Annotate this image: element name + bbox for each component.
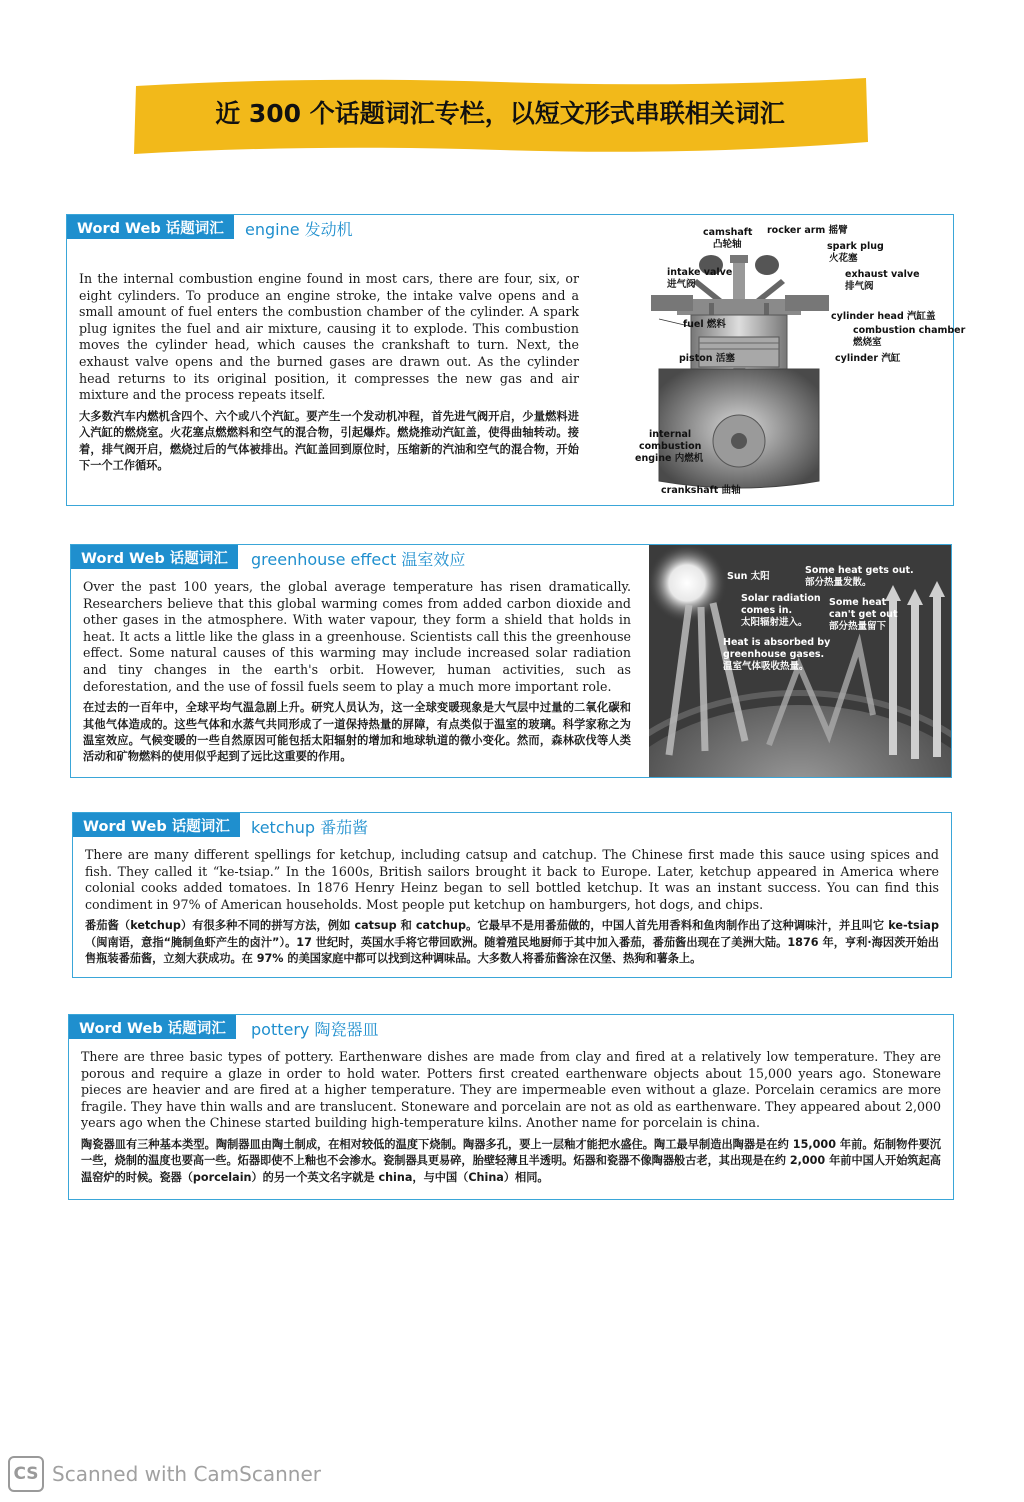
engine-text — [79, 271, 579, 474]
word-web-engine — [66, 214, 966, 506]
label-heat-out-zh: 部分热量发散。 — [805, 577, 872, 588]
word-web-greenhouse — [70, 544, 952, 778]
chinese-passage: 在过去的一百年中，全球平均气温急剧上升。研究人员认为，这一全球变暖现象是大气层中过量的二氧化碳和其他气体造成的。这些气体和水蒸气共同形成了一道保持热量的屏障，有点类似于温室的玻璃。科学家称之为温室效应。气候变暖的一些自然原因可能包括太阳辐射的增加和地球轨道的微小变化。然而，森林砍伐等人类活动和矿物燃料的使用似乎起到了远比这重要的作用。 — [83, 701, 631, 764]
label-heat-in-2: can't get out — [829, 609, 898, 620]
engine-diagram — [589, 219, 966, 501]
label-absorbed-2: greenhouse gases. — [723, 649, 825, 660]
topic-title: ketchup 番茄酱 — [251, 817, 369, 837]
label-solar-3: 太阳辐射进入。 — [741, 617, 808, 628]
label-exhaust-valve-zh: 排气阀 — [845, 281, 874, 292]
english-passage: There are many different spellings for ketchup, including catsup and catchup. The Chinese first made this sauce using spices and fish. They called it “ke-tsiap.” In the 1600s, British sailors brought it back to Europe. Later, ketchup appeared in America where colonial cooks added tomatoes. In 1876 Henry Heinz began to sell bottled ketchup. It was an instant success. You can find this condiment in 97% of American households. Most people put ketchup on hamburgers, hot dogs, and chips. — [85, 847, 939, 912]
label-rocker-arm: rocker arm 摇臂 — [767, 225, 848, 236]
label-sun: Sun 太阳 — [727, 571, 770, 582]
label-ice-line3: engine 内燃机 — [635, 453, 704, 464]
word-web-tag: Word Web 话题词汇 — [71, 545, 238, 569]
english-passage: In the internal combustion engine found in most cars, there are four, six, or eight cylinders. To produce an engine stroke, the intake valve opens and a small amount of fuel enters the combustion chamber of the cylinder. A spark plug ignites the fuel and air mixture, causing it to explode. This combustion moves the cylinder head, which causes the crankshaft to turn. Next, the exhaust valve opens and the burned gases are drawn out. As the cylinder head returns to its original position, it compresses the new gas and air mixture and the process repeats itself. — [79, 271, 579, 403]
word-web-tag: Word Web 话题词汇 — [69, 1015, 236, 1039]
word-web-tag: Word Web 话题词汇 — [73, 813, 240, 837]
label-cylinder-head: cylinder head 汽缸盖 — [831, 311, 936, 322]
camscanner-text: Scanned with CamScanner — [52, 1462, 321, 1486]
banner-title: 近 300 个话题词汇专栏，以短文形式串联相关词汇 — [215, 99, 785, 128]
label-spark-plug-zh: 火花塞 — [829, 253, 858, 264]
chinese-passage: 番茄酱（ketchup）有很多种不同的拼写方法，例如 catsup 和 catchup。它最早不是用番茄做的，中国人首先用香料和鱼肉制作出了这种调味汁，并且叫它 ke-tsiap（闽南语，意指“腌制鱼虾产生的卤汁”）。17 世纪时，英国水手将它带回欧洲。随着殖民地厨师于其中加入番茄，番茄酱出现在了美洲大陆。1876 年，亨利·海因茨开始出售瓶装番茄酱，立刻大获成功。在 97% 的美国家庭中都可以找到这种调味品。大多数人将番茄酱涂在汉堡、热狗和薯条上。 — [85, 919, 939, 966]
camscanner-logo: CS — [8, 1456, 44, 1492]
chinese-passage: 大多数汽车内燃机含四个、六个或八个汽缸。要产生一个发动机冲程，首先进气阀开启，少量燃料进入汽缸的燃烧室。火花塞点燃燃料和空气的混合物，引起爆炸。燃烧推动汽缸盖，使得曲轴转动。接着，排气阀开启，燃烧过后的气体被排出。汽缸盖回到原位时，压缩新的汽油和空气的混合物，开始下一个工作循环。 — [79, 409, 579, 472]
label-combustion-chamber-zh: 燃烧室 — [853, 337, 882, 348]
label-absorbed-1: Heat is absorbed by — [723, 637, 831, 648]
ketchup-text — [85, 847, 939, 968]
greenhouse-illustration — [649, 545, 951, 777]
label-fuel: fuel 燃料 — [683, 319, 726, 330]
word-web-tag: Word Web 话题词汇 — [67, 215, 234, 239]
english-passage: There are three basic types of pottery. Earthenware dishes are made from clay and fired at a relatively low temperature. They are porous and require a glaze in order to hold water. Potters first created earthenware objects about 15,000 years ago. Stoneware pieces are heavier and are fired at a higher temperature. They are impermeable even without a glaze. Porcelain ceramics are more fragile. They have thin walls and are translucent. Stoneware and porcelain are not as old as earthenware. They appeared about 2,000 years ago when the Chinese started building high-temperature kilns. Another name for porcelain is china. — [81, 1049, 941, 1131]
word-web-ketchup — [72, 812, 952, 978]
camscanner-watermark — [8, 1456, 321, 1492]
label-combustion-chamber: combustion chamber — [853, 325, 966, 336]
chinese-passage: 陶瓷器皿有三种基本类型。陶制器皿由陶土制成，在相对较低的温度下烧制。陶器多孔，要上一层釉才能把水盛住。陶工最早制造出陶器是在约 15,000 年前。炻制物件要沉一些，烧制的温度也要高一些。炻器即使不上釉也不会渗水。瓷制器具更易碎，胎壁轻薄且半透明。炻器和瓷器不像陶器般古老，其出现是在约 2,000 年前中国人开始筑起高温窑炉的时候。瓷器（porcelain）的另一个英文名字就是 china，与中国（China）相同。 — [81, 1137, 941, 1184]
label-camshaft: camshaft — [703, 227, 753, 238]
label-piston: piston 活塞 — [679, 353, 735, 364]
label-intake-valve: intake valve — [667, 267, 733, 278]
header-banner — [130, 72, 870, 160]
label-camshaft-zh: 凸轮轴 — [713, 239, 742, 250]
label-ice-line1: internal — [649, 429, 692, 440]
word-web-pottery — [68, 1014, 954, 1200]
label-absorbed-3: 温室气体吸收热量。 — [723, 661, 809, 672]
label-solar-1: Solar radiation — [741, 593, 821, 604]
label-spark-plug: spark plug — [827, 241, 884, 252]
english-passage: Over the past 100 years, the global average temperature has risen dramatically. Researchers believe that this global warming comes from added carbon dioxide and other gases in the atmosphere. With water vapour, they form a shield that holds in heat. It acts a little like the glass in a greenhouse. Scientists call this the greenhouse effect. Some natural causes of this warming may include increased solar radiation and tiny changes in the earth's orbit. However, human activities, such as deforestation, and the use of fossil fuels seem to play a much more important role. — [83, 579, 631, 694]
label-intake-valve-zh: 进气阀 — [667, 279, 696, 290]
label-cylinder: cylinder 汽缸 — [835, 353, 901, 364]
label-heat-out-en: Some heat gets out. — [805, 565, 914, 576]
label-heat-in-1: Some heat — [829, 597, 887, 608]
topic-title: pottery 陶瓷器皿 — [251, 1019, 379, 1039]
topic-title: engine 发动机 — [245, 219, 353, 239]
label-heat-in-3: 部分热量留下 — [829, 621, 887, 632]
label-ice-line2: combustion — [639, 441, 702, 452]
topic-title: greenhouse effect 温室效应 — [251, 549, 466, 569]
pottery-text — [81, 1049, 941, 1186]
label-exhaust-valve: exhaust valve — [845, 269, 920, 280]
greenhouse-text — [83, 579, 631, 766]
label-solar-2: comes in. — [741, 605, 793, 616]
label-crankshaft: crankshaft 曲轴 — [661, 485, 741, 496]
